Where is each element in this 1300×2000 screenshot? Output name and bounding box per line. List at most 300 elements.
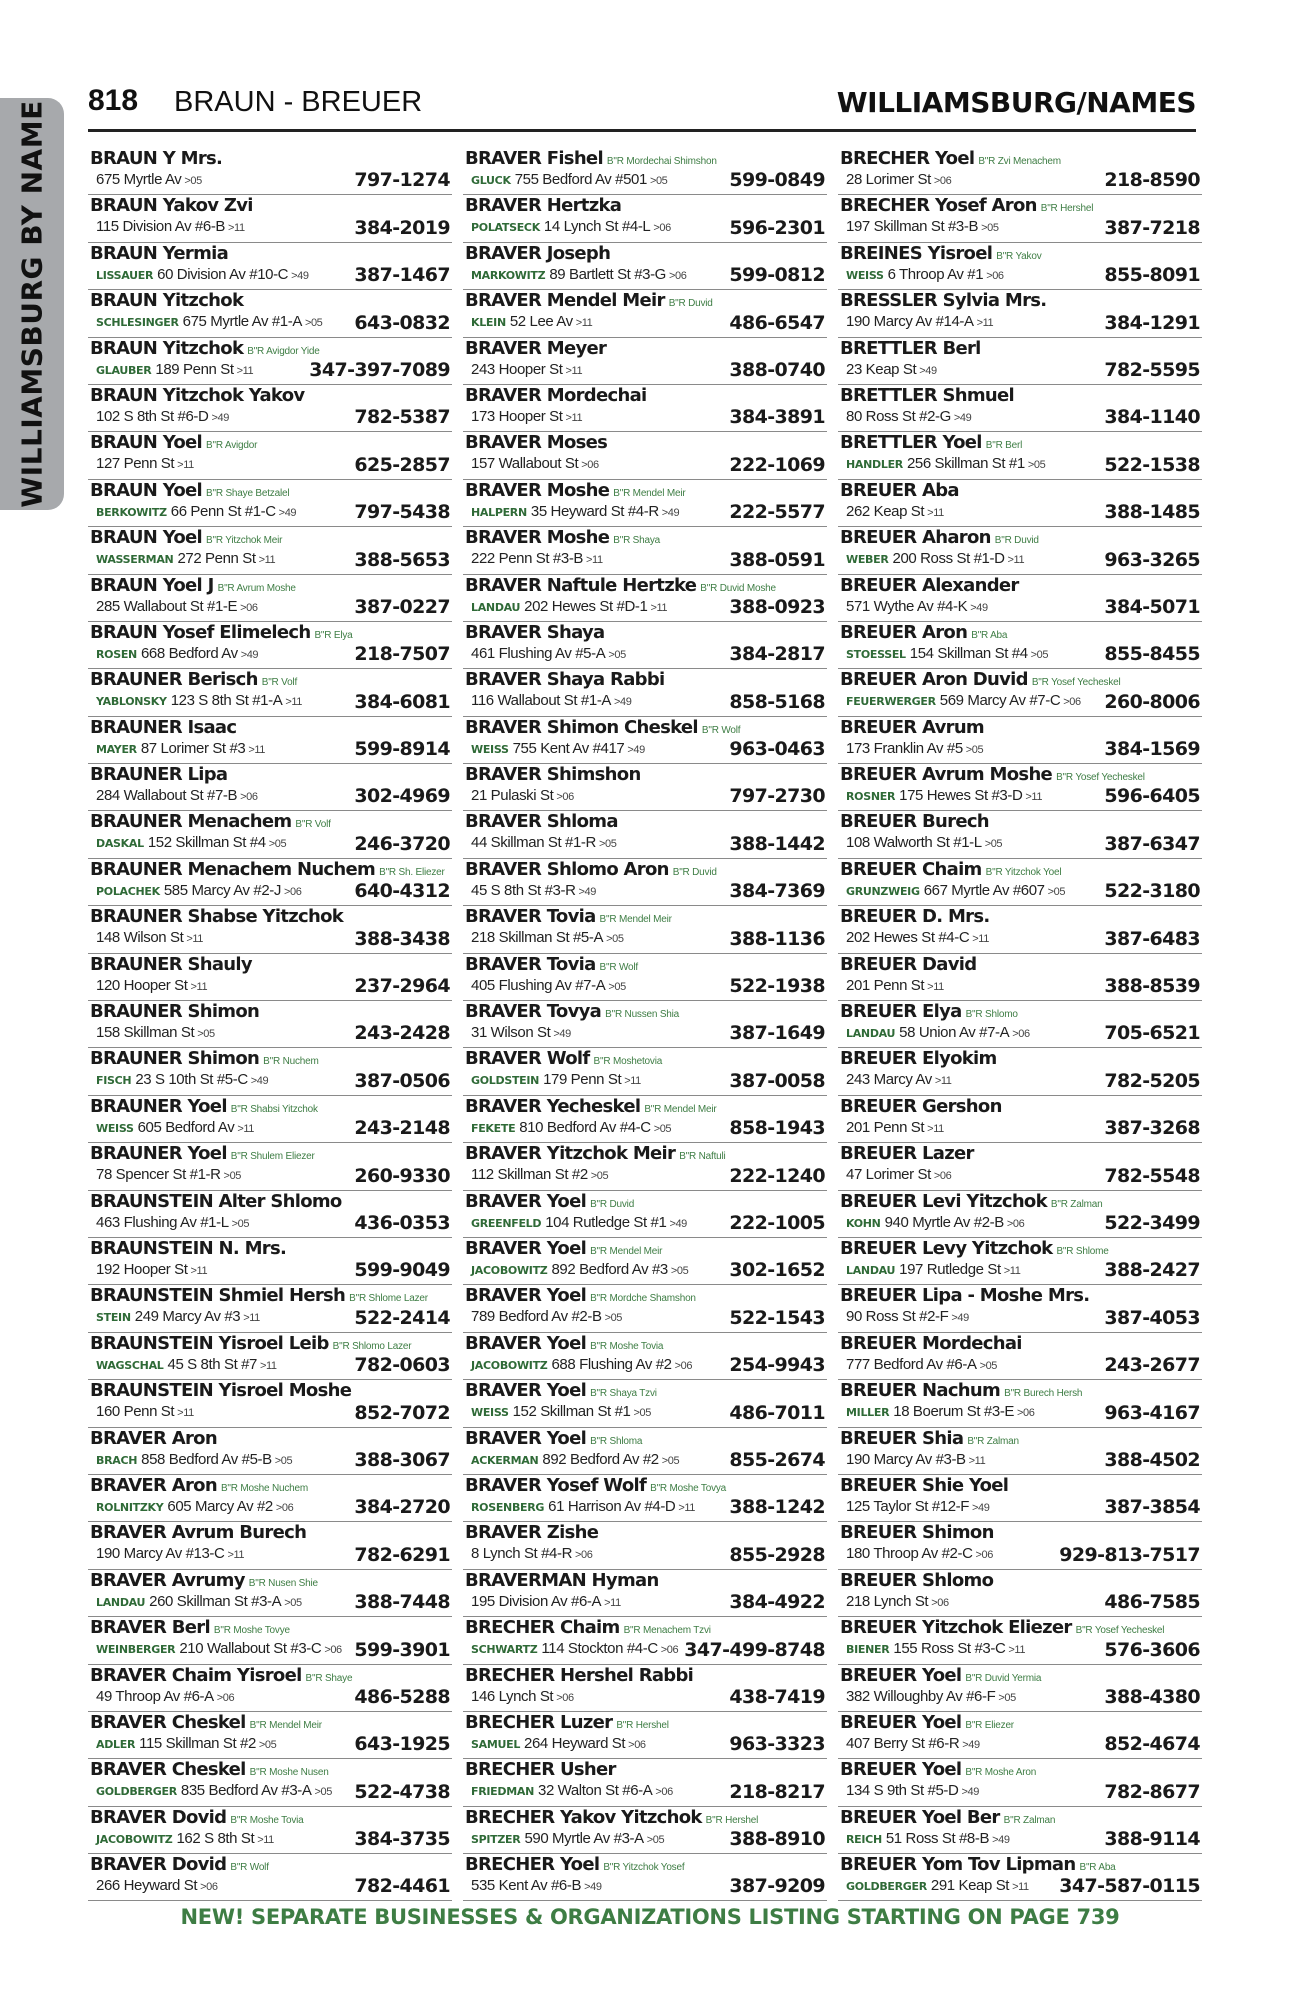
entry-phone: 387-3268 xyxy=(1104,1117,1200,1140)
entry-name: BREUER Aba xyxy=(840,479,959,501)
entry-address-line xyxy=(96,1544,244,1565)
entry-phone: 384-4922 xyxy=(729,1591,825,1614)
listing-entry xyxy=(838,1665,1202,1712)
listing-entry xyxy=(463,527,827,574)
side-tab-label: WILLIAMSBURG BY NAME xyxy=(15,100,49,508)
entry-address: 940 Myrtle Av #2-B xyxy=(884,1213,1004,1231)
listing-entry xyxy=(88,575,452,622)
entry-address: 154 Skillman St #4 xyxy=(909,644,1028,662)
entry-maiden-name: WEBER xyxy=(846,553,889,567)
entry-zip-code: >06 xyxy=(240,791,258,804)
entry-address: 125 Taylor St #12-F xyxy=(846,1497,970,1515)
entry-maiden-name: FISCH xyxy=(96,1074,132,1088)
entry-name: BRAVER Yoel xyxy=(465,1380,587,1402)
entry-name: BREUER Yoel xyxy=(840,1664,962,1686)
entry-father-note: B"R Duvid xyxy=(590,1198,635,1210)
entry-zip-code: >05 xyxy=(314,1786,332,1799)
entry-father-note: B"R Zalman xyxy=(967,1435,1019,1447)
entry-address: 461 Flushing Av #5-A xyxy=(471,644,606,662)
entry-phone: 522-4738 xyxy=(354,1780,450,1803)
entry-phone: 243-2148 xyxy=(354,1117,450,1140)
entry-address: 148 Wilson St xyxy=(96,929,184,947)
entry-name-line xyxy=(90,385,304,407)
entry-maiden-name: KLEIN xyxy=(471,316,506,330)
entry-zip-code: >11 xyxy=(565,364,583,377)
listing-entry xyxy=(838,1143,1202,1190)
entry-zip-code: >06 xyxy=(556,1691,574,1704)
listing-column-3 xyxy=(838,148,1202,1901)
entry-name-line xyxy=(465,338,606,360)
entry-address-line xyxy=(471,1829,664,1850)
entry-zip-code: >05 xyxy=(598,838,617,851)
entry-phone: 522-1938 xyxy=(729,975,825,998)
entry-address-line xyxy=(96,1734,276,1755)
entry-phone: 797-5438 xyxy=(354,501,450,524)
entry-name: BRAVER Yoel xyxy=(465,1285,587,1307)
entry-address-line xyxy=(471,1307,622,1328)
entry-name: BRECHER Yoel xyxy=(840,148,975,169)
entry-name: BRETTLER Shmuel xyxy=(840,384,1014,406)
entry-address: 535 Kent Av #6-B xyxy=(471,1877,582,1895)
entry-name: BREUER Elya xyxy=(840,1001,962,1023)
entry-zip-code: >11 xyxy=(186,933,203,946)
entry-address-line xyxy=(471,549,603,570)
entry-phone: 388-4502 xyxy=(1104,1448,1200,1471)
entry-zip-code: >06 xyxy=(655,1786,673,1799)
entry-phone: 522-3180 xyxy=(1104,880,1200,903)
entry-father-note: B"R Aba xyxy=(1079,1862,1116,1874)
entry-phone: 436-0353 xyxy=(354,1211,450,1234)
listing-entry xyxy=(463,338,827,385)
entry-phone: 782-5205 xyxy=(1104,1069,1200,1092)
entry-father-note: B"R Yakov xyxy=(996,250,1042,262)
listing-entry xyxy=(463,1807,827,1854)
listing-entry xyxy=(88,1380,452,1427)
entry-maiden-name: YABLONSKY xyxy=(96,695,167,709)
listing-entry xyxy=(463,1475,827,1522)
entry-father-note: B"R Hershel xyxy=(705,1814,759,1826)
entry-name: BRAVER Yoel xyxy=(465,1190,587,1212)
entry-name-line xyxy=(840,1048,997,1070)
listing-entry xyxy=(838,906,1202,953)
entry-zip-code: >06 xyxy=(931,1596,949,1609)
entry-phone: 387-0227 xyxy=(354,595,450,618)
entry-address: 58 Union Av #7-A xyxy=(899,1024,1010,1042)
entry-name: BREUER Lipa - Moshe Mrs. xyxy=(840,1285,1090,1307)
entry-zip-code: >05 xyxy=(984,838,1003,851)
entry-father-note: B"R Nusen Shie xyxy=(248,1577,318,1589)
entry-phone: 384-2720 xyxy=(354,1496,450,1519)
listing-entry xyxy=(838,1238,1202,1285)
entry-phone: 782-0603 xyxy=(354,1354,450,1377)
entry-maiden-name: DASKAL xyxy=(96,837,144,851)
entry-name: BREUER Shie Yoel xyxy=(840,1474,1009,1496)
entry-phone: 387-9209 xyxy=(729,1875,825,1898)
listing-entry xyxy=(463,575,827,622)
entry-name: BREUER Yoel xyxy=(840,1711,962,1733)
entry-phone: 486-7585 xyxy=(1104,1591,1200,1614)
entry-name: BRESSLER Sylvia Mrs. xyxy=(840,290,1047,312)
listing-entry xyxy=(838,1333,1202,1380)
entry-zip-code: >49 xyxy=(250,1075,269,1088)
entry-address-line xyxy=(96,644,258,665)
entry-zip-code: >06 xyxy=(1063,696,1081,709)
entry-name: BREUER Avrum Moshe xyxy=(840,764,1053,786)
entry-maiden-name: LANDAU xyxy=(846,1263,896,1277)
entry-name: BREUER Aharon xyxy=(840,527,991,549)
entry-address: 14 Lynch St #4-L xyxy=(543,218,651,236)
entry-name: BRAVER Shloma xyxy=(465,811,618,833)
listing-entry xyxy=(838,717,1202,764)
entry-father-note: B"R Volf xyxy=(261,677,298,689)
entry-address: 260 Skillman St #3-A xyxy=(149,1592,282,1610)
entry-father-note: B"R Mendel Meir xyxy=(249,1719,322,1731)
entry-address-line xyxy=(471,1260,688,1281)
entry-address: 115 Division Av #6-B xyxy=(96,218,226,236)
entry-name-line xyxy=(90,1428,217,1450)
entry-father-note: B"R Sh. Eliezer xyxy=(379,866,445,878)
entry-father-note: B"R Shaye Betzalel xyxy=(206,487,290,499)
entry-maiden-name: SCHLESINGER xyxy=(96,316,179,330)
entry-name: BRAVERMAN Hyman xyxy=(465,1569,659,1591)
entry-phone: 218-7507 xyxy=(354,643,450,666)
entry-address: 108 Walworth St #1-L xyxy=(846,834,982,852)
entry-name: BRAVER Shaya Rabbi xyxy=(465,669,665,691)
entry-maiden-name: POLATSECK xyxy=(471,221,540,235)
entry-zip-code: >05 xyxy=(268,838,287,851)
entry-name-line xyxy=(465,1522,598,1544)
entry-zip-code: >49 xyxy=(584,1881,602,1894)
entry-address-line xyxy=(846,1355,997,1376)
entry-phone: 388-1136 xyxy=(729,927,825,950)
listing-entry xyxy=(838,622,1202,669)
entry-maiden-name: GREENFELD xyxy=(471,1216,542,1230)
entry-zip-code: >05 xyxy=(258,1738,277,1751)
entry-address-line xyxy=(471,739,645,760)
entry-name: BREUER Levi Yitzchok xyxy=(840,1190,1047,1212)
entry-phone: 855-2674 xyxy=(729,1448,825,1471)
entry-address-line xyxy=(96,881,301,902)
listing-entry xyxy=(88,1570,452,1617)
entry-address: 60 Division Av #10-C xyxy=(157,265,289,283)
entry-address: 80 Ross St #2-G xyxy=(846,407,951,425)
entry-maiden-name: STEIN xyxy=(96,1311,131,1325)
entry-address: 590 Myrtle Av #3-A xyxy=(524,1829,644,1847)
entry-address: 157 Wallabout St xyxy=(471,455,579,473)
entry-name: BRAVER Moshe xyxy=(465,479,610,501)
entry-address: 44 Skillman St #1-R xyxy=(471,834,596,852)
entry-name: BRAVER Naftule Hertzke xyxy=(465,574,697,596)
listing-entry xyxy=(88,527,452,574)
entry-zip-code: >06 xyxy=(284,885,302,898)
entry-zip-code: >49 xyxy=(669,1217,687,1230)
entry-phone: 384-6081 xyxy=(354,690,450,713)
entry-address: 218 Skillman St #5-A xyxy=(471,929,604,947)
entry-address-line xyxy=(846,1876,1029,1897)
listing-entry xyxy=(838,1522,1202,1569)
entry-name-line xyxy=(90,290,243,312)
entry-zip-code: >06 xyxy=(660,1644,679,1657)
entry-address: 264 Heyward St xyxy=(524,1734,626,1752)
entry-address-line xyxy=(96,265,309,286)
entry-address-line xyxy=(471,1544,592,1565)
entry-address: 160 Penn St xyxy=(96,1403,175,1421)
entry-name: BRAVER Yoel xyxy=(465,1237,587,1259)
listing-entry xyxy=(463,764,827,811)
entry-phone: 387-6347 xyxy=(1104,832,1200,855)
entry-maiden-name: WEISS xyxy=(96,1121,134,1135)
entry-name: BRAVER Moshe xyxy=(465,527,610,549)
entry-zip-code: >06 xyxy=(575,1549,593,1562)
entry-zip-code: >11 xyxy=(177,1407,194,1420)
listing-entry xyxy=(838,1428,1202,1475)
entry-address: 675 Myrtle Av xyxy=(96,171,182,188)
entry-name: BRAUN Yosef Elimelech xyxy=(90,621,311,643)
entry-zip-code: >11 xyxy=(650,601,668,614)
entry-father-note: B"R Berl xyxy=(985,440,1023,452)
entry-zip-code: >49 xyxy=(953,411,972,424)
entry-name: BRAVER Mendel Meir xyxy=(465,290,665,312)
entry-zip-code: >11 xyxy=(177,459,194,472)
entry-name-line xyxy=(840,480,959,502)
entry-zip-code: >11 xyxy=(243,1312,260,1325)
entry-name: BRAVER Zishe xyxy=(465,1522,599,1544)
entry-phone: 855-2928 xyxy=(729,1543,825,1566)
listing-entry xyxy=(88,1001,452,1048)
entry-name: BREUER Yom Tov Lipman xyxy=(840,1854,1076,1876)
entry-phone: 852-7072 xyxy=(354,1401,450,1424)
entry-name-line xyxy=(90,195,253,217)
entry-name: BRAVER Moses xyxy=(465,432,608,454)
listing-entry xyxy=(838,954,1202,1001)
entry-address: 218 Lynch St xyxy=(846,1592,929,1610)
entry-maiden-name: WEINBERGER xyxy=(96,1643,176,1657)
entry-address-line xyxy=(471,1355,692,1376)
entry-address: 112 Skillman St #2 xyxy=(471,1166,588,1184)
listing-entry xyxy=(838,811,1202,858)
entry-name: BRAVER Aron xyxy=(90,1427,217,1449)
entry-zip-code: >05 xyxy=(981,222,999,235)
entry-father-note: B"R Burech Hersh xyxy=(1004,1388,1083,1400)
entry-phone: 438-7419 xyxy=(729,1685,825,1708)
entry-address: 249 Marcy Av #3 xyxy=(134,1308,241,1326)
entry-address: 195 Division Av #6-A xyxy=(471,1592,602,1610)
entry-phone: 522-1538 xyxy=(1104,453,1200,476)
entry-zip-code: >05 xyxy=(184,175,202,187)
entry-address: 8 Lynch St #4-R xyxy=(471,1545,572,1563)
entry-father-note: B"R Wolf xyxy=(599,961,638,973)
listing-entry xyxy=(838,1191,1202,1238)
entry-zip-code: >06 xyxy=(986,269,1004,282)
entry-maiden-name: SPITZER xyxy=(471,1832,521,1846)
listing-entry xyxy=(838,527,1202,574)
entry-father-note: B"R Nussen Shia xyxy=(605,1009,680,1021)
page-number: 818 xyxy=(88,84,139,117)
entry-zip-code: >11 xyxy=(972,933,989,946)
entry-name: BRETTLER Berl xyxy=(840,337,981,359)
entry-name-line xyxy=(840,1285,1089,1307)
entry-address-line xyxy=(846,312,993,333)
entry-father-note: B"R Shloma xyxy=(590,1435,643,1447)
entry-zip-code: >06 xyxy=(1017,1407,1035,1420)
listing-entry xyxy=(88,148,452,195)
entry-name-line xyxy=(465,1665,693,1687)
entry-address-line xyxy=(846,1307,969,1328)
entry-name: BRAVER Chaim Yisroel xyxy=(90,1664,302,1686)
entry-address: 189 Penn St xyxy=(155,360,234,378)
entry-name: BRAVER Fishel xyxy=(465,148,603,169)
listing-entry xyxy=(463,195,827,242)
listing-entry xyxy=(838,195,1202,242)
listing-entry xyxy=(463,1712,827,1759)
entry-address: 31 Wilson St xyxy=(471,1024,551,1042)
entry-phone: 384-2817 xyxy=(729,643,825,666)
entry-phone: 640-4312 xyxy=(354,880,450,903)
entry-name-line xyxy=(840,1570,993,1592)
entry-name: BRAVER Aron xyxy=(90,1474,217,1496)
entry-address-line xyxy=(471,1497,695,1518)
entry-address: 47 Lorimer St xyxy=(846,1166,931,1184)
entry-address-line xyxy=(846,1023,1030,1044)
entry-address: 173 Franklin Av #5 xyxy=(846,739,963,757)
listing-entry xyxy=(88,669,452,716)
entry-name: BRAVER Yosef Wolf xyxy=(465,1474,647,1496)
listing-entry xyxy=(838,1712,1202,1759)
entry-address: 777 Bedford Av #6-A xyxy=(846,1355,977,1373)
entry-address: 569 Marcy Av #7-C xyxy=(939,692,1061,710)
entry-zip-code: >05 xyxy=(606,933,624,946)
entry-zip-code: >11 xyxy=(927,506,944,519)
entry-phone: 388-3067 xyxy=(354,1448,450,1471)
entry-address-line xyxy=(846,739,983,760)
entry-address: 810 Bedford Av #4-C xyxy=(519,1118,651,1136)
entry-address: 605 Marcy Av #2 xyxy=(167,1497,273,1515)
entry-address-line xyxy=(471,1070,641,1091)
entry-address-line xyxy=(96,1829,274,1850)
entry-phone: 522-1543 xyxy=(729,1306,825,1329)
entry-zip-code: >06 xyxy=(216,1691,235,1704)
entry-address: 407 Berry St #6-R xyxy=(846,1734,960,1752)
listing-entry xyxy=(463,1238,827,1285)
entry-address: 197 Rutledge St xyxy=(899,1260,1001,1278)
entry-maiden-name: GLUCK xyxy=(471,174,511,187)
entry-name: BREUER Elyokim xyxy=(840,1048,997,1070)
entry-address-line xyxy=(471,1639,678,1660)
entry-name-line xyxy=(840,811,989,833)
entry-zip-code: >11 xyxy=(976,317,994,330)
entry-name: BRAUNSTEIN Yisroel Moshe xyxy=(90,1380,352,1402)
entry-address-line xyxy=(846,407,971,428)
listing-entry xyxy=(838,1380,1202,1427)
entry-name: BRAUNER Shauly xyxy=(90,953,252,975)
entry-father-note: B"R Volf xyxy=(295,819,331,831)
entry-address: 668 Bedford Av xyxy=(140,644,238,662)
entry-zip-code: >11 xyxy=(227,1549,245,1562)
entry-phone: 222-1005 xyxy=(729,1211,825,1234)
entry-maiden-name: WAGSCHAL xyxy=(96,1358,164,1372)
entry-address-line xyxy=(471,1687,574,1708)
listing-entry xyxy=(88,764,452,811)
entry-address-line xyxy=(846,597,988,618)
entry-phone: 797-1274 xyxy=(354,169,450,192)
entry-maiden-name: ADLER xyxy=(96,1737,136,1751)
entry-address-line xyxy=(471,928,624,949)
entry-address-line xyxy=(846,549,1024,570)
entry-name: BRAVER Tovia xyxy=(465,953,596,975)
listing-entry xyxy=(88,195,452,242)
entry-name: BRAVER Tovia xyxy=(465,906,596,928)
entry-phone: 384-2019 xyxy=(354,216,450,239)
entry-name: BRAVER Yoel xyxy=(465,1427,587,1449)
entry-zip-code: >05 xyxy=(197,1028,215,1041)
entry-phone: 797-2730 xyxy=(729,785,825,808)
entry-address: 87 Lorimer St #3 xyxy=(140,739,246,757)
entry-phone: 855-8091 xyxy=(1104,264,1200,287)
listing-entry xyxy=(463,385,827,432)
entry-zip-code: >49 xyxy=(970,601,988,614)
section-title: WILLIAMSBURG/NAMES xyxy=(836,86,1196,119)
listing-entry xyxy=(88,1428,452,1475)
entry-address: 667 Myrtle Av #607 xyxy=(923,881,1045,899)
entry-father-note: B"R Yosef Yecheskel xyxy=(1075,1625,1165,1637)
entry-name: BRAVER Dovid xyxy=(90,1854,227,1876)
listing-entry xyxy=(463,1143,827,1190)
entry-zip-code: >11 xyxy=(237,1122,254,1135)
listing-entry xyxy=(88,480,452,527)
entry-name: BRAUN Yoel J xyxy=(90,574,214,596)
entry-phone: 963-4167 xyxy=(1104,1401,1200,1424)
entry-address-line xyxy=(96,1402,194,1423)
entry-name: BRAUN Yoel xyxy=(90,432,203,454)
entry-name: BRAUNER Berisch xyxy=(90,669,258,691)
entry-address-line xyxy=(96,1876,218,1897)
entry-address-line xyxy=(96,1165,241,1186)
entry-address-line xyxy=(846,1450,985,1471)
entry-address-line xyxy=(471,833,616,854)
entry-name-line xyxy=(840,717,984,739)
entry-father-note: B"R Nuchem xyxy=(263,1056,319,1068)
entry-address-line xyxy=(846,217,999,238)
entry-phone: 388-8910 xyxy=(729,1828,825,1851)
listing-entry xyxy=(838,764,1202,811)
entry-name-line xyxy=(465,764,641,786)
entry-address: 243 Hooper St xyxy=(471,360,563,378)
entry-address: 6 Throop Av #1 xyxy=(887,265,984,283)
entry-name-line xyxy=(840,954,976,976)
entry-father-note: B"R Wolf xyxy=(230,1862,269,1874)
listing-entry xyxy=(463,1096,827,1143)
entry-phone: 347-499-8748 xyxy=(684,1638,825,1661)
entry-name-line xyxy=(840,338,981,360)
entry-father-note: B"R Menachem Tzvi xyxy=(623,1625,711,1637)
entry-address-line xyxy=(846,786,1042,807)
entry-zip-code: >06 xyxy=(581,459,599,472)
entry-address: 102 S 8th St #6-D xyxy=(96,407,209,425)
entry-address: 120 Hooper St xyxy=(96,976,188,994)
entry-address-line xyxy=(471,1402,651,1423)
entry-name: BRAVER Cheskel xyxy=(90,1711,246,1733)
listing-entry xyxy=(838,1096,1202,1143)
entry-address-line xyxy=(846,1165,951,1186)
entry-address-line xyxy=(96,1213,249,1234)
entry-phone: 388-7448 xyxy=(354,1591,450,1614)
entry-maiden-name: FRIEDMAN xyxy=(471,1785,534,1799)
entry-address-line xyxy=(846,928,989,949)
entry-zip-code: >05 xyxy=(633,1407,651,1420)
entry-phone: 388-0591 xyxy=(729,548,825,571)
entry-name: BRAVER Yoel xyxy=(465,1332,587,1354)
entry-zip-code: >11 xyxy=(236,364,254,377)
